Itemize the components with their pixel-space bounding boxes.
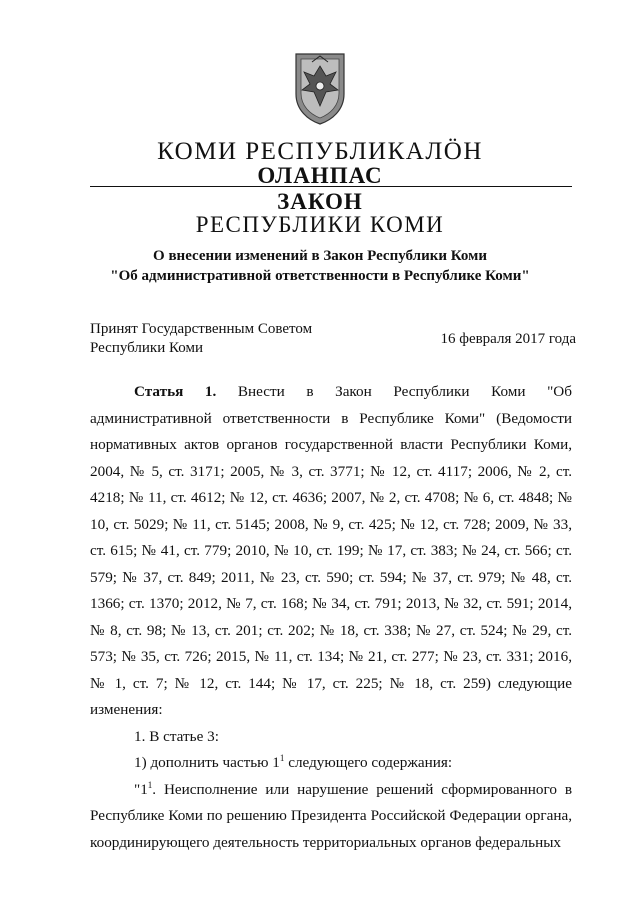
- header-zakon: ЗАКОН: [277, 189, 363, 214]
- quote-prefix: "1: [134, 780, 148, 798]
- item-1: 1. В статье 3:: [134, 727, 219, 745]
- coat-of-arms-emblem: [292, 50, 348, 126]
- item-1-1: [90, 750, 572, 777]
- law-title-line2: "Об административной ответственности в Республике Коми": [110, 268, 530, 284]
- header-respubliki: РЕСПУБЛИКИ КОМИ: [195, 212, 445, 237]
- quoted-part: [90, 777, 572, 857]
- header-komi-line: КОМИ РЕСПУБЛИКАЛӦН: [157, 138, 483, 165]
- adoption-line1: Принят Государственным Советом: [90, 321, 313, 337]
- law-body: [90, 379, 572, 856]
- quote-superscript: 1: [147, 779, 153, 790]
- item-1-1-superscript: 1: [279, 753, 285, 763]
- article-label: Статья 1.: [134, 383, 217, 400]
- header-divider: [90, 186, 572, 187]
- article-1-paragraph: [90, 379, 572, 724]
- adoption-date: 16 февраля 2017 года: [440, 331, 576, 347]
- quote-text: . Неисполнение или нарушение решений сформированного в Республике Коми по решению Президента Российской Федерации органа, координирующего деятельность территориальных органов федеральных: [90, 780, 572, 851]
- law-title-line1: О внесении изменений в Закон Республики Коми: [153, 248, 487, 264]
- article-text: Внести в Закон Республики Коми "Об административной ответственности в Республике Коми" (Ведомости нормативных актов органов государственной власти Республики Коми, 2004, № 5, ст. 3171; 2005, № 3, ст. 3771; № 12, ст. 4117; 2006, № 2, ст. 4218; № 11, ст. 4612; № 12, ст. 4636; 2007, № 2, ст. 4708; № 6, ст. 4848; № 10, ст. 5029; № 11, ст. 5145; 2008, № 9, ст. 425; № 12, ст. 728; 2009, № 33, ст. 615; № 41, ст. 779; 2010, № 10, ст. 199; № 17, ст. 383; № 24, ст. 566; ст. 579; № 37, ст. 849; 2011, № 23, ст. 590; ст. 594; № 37, ст. 979; № 48, ст. 1366; ст. 1370; 2012, № 7, ст. 168; № 34, ст. 791; 2013, № 32, ст. 591; 2014, № 8, ст. 98; № 13, ст. 201; ст. 202; № 18, ст. 338; № 27, ст. 524; № 29, ст. 573; № 35, ст. 726; 2015, № 11, ст. 134; № 21, ст. 277; № 23, ст. 331; 2016, № 1, ст. 7; № 12, ст. 144; № 17, ст. 225; № 18, ст. 259) следующие изменения:: [90, 383, 572, 718]
- item-1-1-prefix: 1) дополнить частью 1: [134, 754, 280, 771]
- adoption-line2: Республики Коми: [90, 340, 203, 356]
- item-1-1-suffix: следующего содержания:: [284, 754, 453, 771]
- header-olanpas: ОЛАНПАС: [257, 163, 383, 188]
